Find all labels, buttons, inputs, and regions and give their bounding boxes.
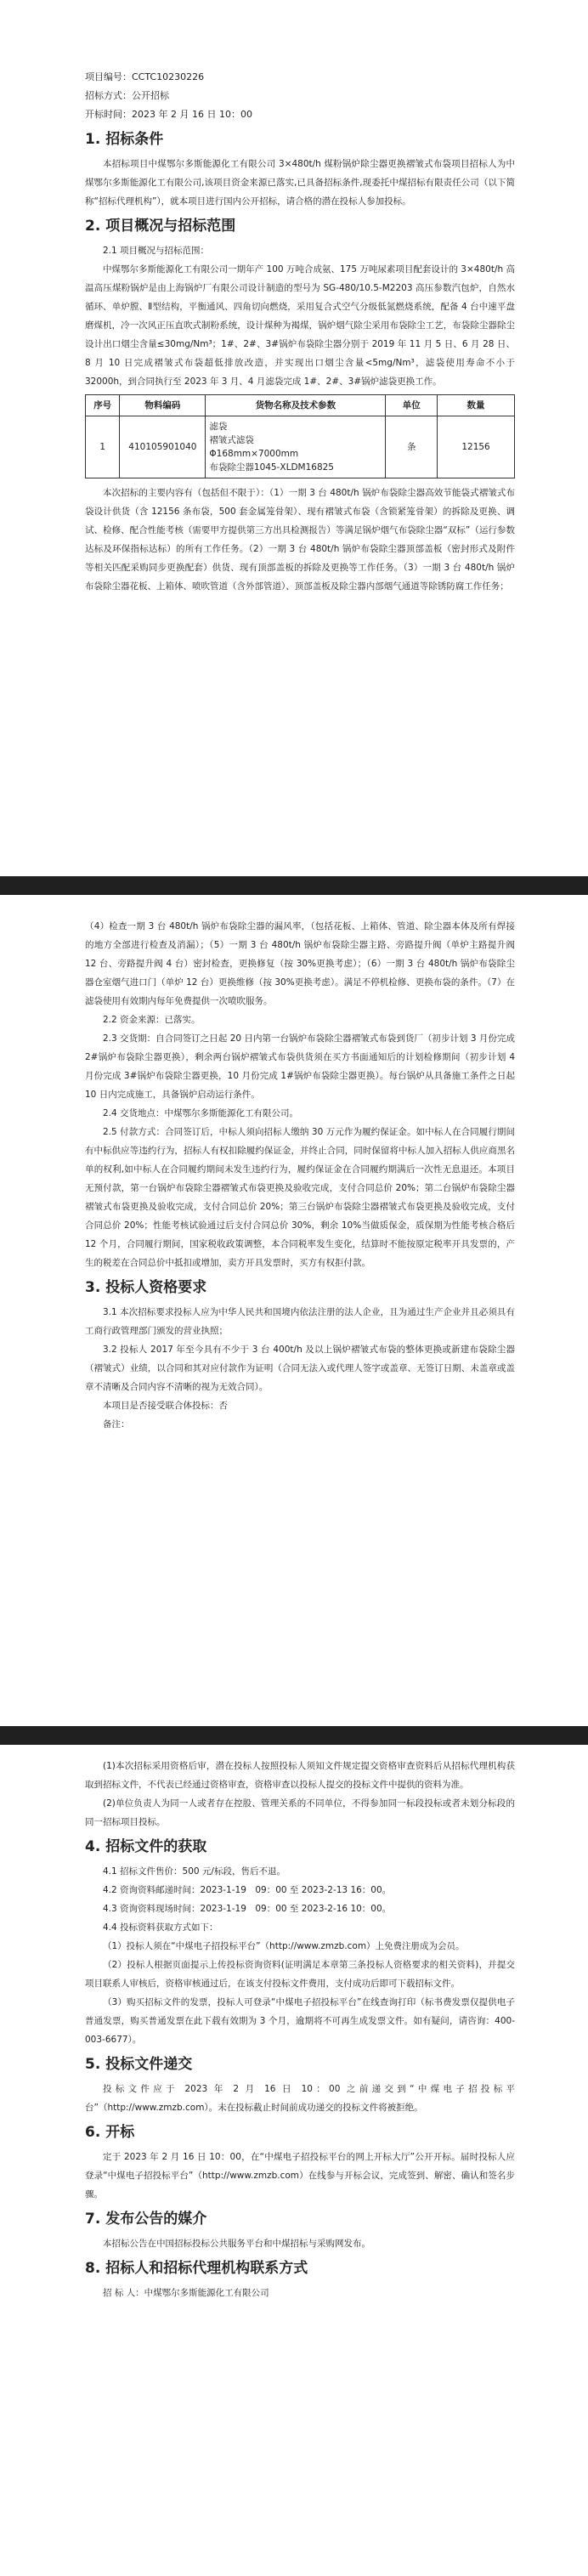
section-2-scope-text: 本次招标的主要内容有（包括但不限于）：（1）一期 3 台 480t/h 锅炉布袋除尘器高效节能袋式褶皱式布袋设计供货（含 12156 条布袋，500 套金属笼骨架）、现有褶皱式布袋（含锁紧笼骨架）的拆除及更换、调试、检修、配合性能考核（需要甲方提供第三方出具检测报告）等满足锅炉烟气布袋除尘器“双标”（运行参数达标及环保指标达标）的所有工作任务。（2）一期 3 台 480t/h 锅炉布袋除尘器顶部盖板（密封形式及附件等相关匹配采购同步更换配套）供货、现有顶部盖板的拆除及更换等工作任务。（3）一期 3 台 480t/h 锅炉布袋除尘器花板、上箱体、喷吹管道（含外部管道）、顶部盖板及除尘器内部烟气通道等除锈防腐工作任务；	[85, 488, 515, 592]
section-8-title: 8. 招标人和招标代理机构联系方式	[85, 2260, 308, 2277]
section-4-3-text: 4.3 资询资料现场时间：2023-1-19 09：00 至 2023-2-16 10：00。	[103, 1904, 392, 1914]
table-header: 序号	[86, 395, 120, 416]
section-4-step-3: （3）购买招标文件的发票，投标人可登录“中煤电子招投标平台”在线查询打印（标书费发票仅提供电子普通发票，购买普通发票在此下载有效期为 3 个月，逾期将不可再生成发票文件。如有疑问，请咨询：400-003-6677）。	[85, 1997, 515, 2045]
open-time: 开标时间：2023 年 2 月 16 日 10：00	[85, 109, 252, 120]
section-2-5-payment: 2.5 付款方式：合同签订后，中标人须向招标人缴纳 30 万元作为履约保证金。如中标人在合同履行期间有中标供应等违约行为，招标人有权扣除履约保证金，并终止合同，同时保留将中标人加入招标人供应商黑名单的权利,如中标人在合同履约期间未发生违约行为，履约保证金在合同履约期满后一次性无息退还。本项目无预付款，第一台锅炉布袋除尘器褶皱式布袋更换及验收完成，支付合同总价 20%；第二台锅炉布袋除尘器褶皱式布袋更换及验收完成，支付合同总价 20%；第三台锅炉布袋除尘器褶皱式布袋更换及验收完成，支付合同总价 20%；性能考核试验通过后支付合同总价 30%，剩余 10%当做质保金，质保期为性能考核合格后 12 个月，合同履行期间，国家税收政策调整，本合同税率发生变化，结算时不能按原定税率开具发票的，产生的税差在合同总价中抵扣或增加，卖方开具发票时，买方有权拒付款。	[85, 1127, 515, 1268]
section-6-text: 定于 2023 年 2 月 16 日 10：00，在“中煤电子招投标平台的网上开标大厅”公开开标。届时投标人应登录“中煤电子招投标平台”（http://www.zmzb.com）在线参与开标会议，完成签到、解密、确认和签名步骤。	[85, 2152, 515, 2200]
section-2-title: 2. 项目概况与招标范围	[85, 218, 236, 235]
page-2	[0, 895, 588, 1745]
table-cell: 滤袋 褶皱式滤袋 Φ168mm×7000mm 布袋除尘器1045-XLDM16825	[206, 416, 386, 478]
section-5-title: 5. 投标文件递交	[85, 2056, 193, 2073]
table-row	[86, 416, 515, 478]
goods-table	[85, 394, 515, 478]
section-2-1-heading: 2.1 项目概况与招标范围：	[103, 246, 210, 256]
section-1-text: 本招标项目中煤鄂尔多斯能源化工有限公司 3×480t/h 煤粉锅炉除尘器更换褶皱式布袋项目招标人为中煤鄂尔多斯能源化工有限公司,该项目资金来源已落实,已具备招标条件,现委托中煤招标有限责任公司（以下简称“招标代理机构”），就本项目进行国内公开招标，请合格的潜在投标人参加投标。	[85, 159, 515, 207]
section-4-1-text: 4.1 招标文件售价：500 元/标段，售后不退。	[103, 1866, 286, 1877]
section-4-step-2: （2）投标人根据页面提示上传投标资询资料(证明满足本章第三条投标人资格要求的相关资料)，并提交项目联系人审核后，资格审核通过后，在该支付投标文件费用，支付成功后即可下载招标文件。	[85, 1960, 515, 1989]
page-separator	[0, 876, 588, 895]
table-cell: 条	[386, 416, 438, 478]
table-header: 货物名称及技术参数	[206, 395, 386, 416]
section-2-1-text: 中煤鄂尔多斯能源化工有限公司一期年产 100 万吨合成氨、175 万吨尿素项目配套设计的 3×480t/h 高温高压煤粉锅炉是由上海锅炉厂有限公司设计制造的型号为 SG-480/10.5-M2203 高压参数汽包炉，自然水循环、单炉膛、Ⅱ型结构，平衡通风、四角切向燃烧，采用复合式空气分级低氮燃烧系统，配备 4 台中速平盘磨煤机，冷一次风正压直吹式制粉系统，设计煤种为褐煤，锅炉烟气除尘采用布袋除尘工艺，布袋除尘器除尘设计出口烟尘含量≤30mg/Nm³；1#、2#、3#锅炉布袋除尘器分别于 2019 年 11 月 5 日、6 月 28 日、8 月 10 日完成褶皱式布袋超低排放改造，并实现出口烟尘含量<5mg/Nm³，滤袋使用寿命不小于 32000h，到合同执行至 2023 年 3 月、4 月滤袋完成 1#、2#、3#锅炉滤袋更换工作。	[85, 264, 515, 387]
page-1	[0, 0, 588, 884]
section-6-title: 6. 开标	[85, 2124, 135, 2141]
section-5-text: 投标文件应于 2023 年 2 月 16 日 10：00 之前递交到“中煤电子招投标平台”（http://www.zmzb.com）。未在投标截止时间前成功递交的投标文件将被拒绝。	[85, 2084, 515, 2113]
note-label: 备注：	[103, 1419, 130, 1430]
section-4-title: 4. 招标文件的获取	[85, 1838, 207, 1855]
section-2-4-location: 2.4 交货地点：中煤鄂尔多斯能源化工有限公司。	[103, 1108, 299, 1118]
section-4-4-text: 4.4 投标资料获取方式如下：	[103, 1922, 218, 1933]
consortium-text: 本项目是否接受联合体投标：否	[103, 1401, 228, 1411]
section-7-text: 本招标公告在中国招标投标公共服务平台和中煤招标与采购网发布。	[103, 2239, 370, 2249]
section-3-2-text: 3.2 投标人 2017 年至今具有不少于 3 台 400t/h 及以上锅炉褶皱式布袋的整体更换或新建布袋除尘器（褶皱式）业绩，以合同和其对应付款作为证明（合同无法入或代理人签字或盖章、无签订日期、未盖章或盖章不清晰及合同内容不清晰的视为无效合同）。	[85, 1345, 515, 1392]
project-number: 项目编号：CCTC10230226	[85, 71, 205, 82]
page-3	[0, 1745, 588, 2576]
section-4-step-1: （1）投标人须在“中煤电子招投标平台”（http://www.zmzb.com）上免费注册成为会员。	[103, 1941, 465, 1951]
section-2-3-delivery: 2.3 交货期：自合同签订之日起 20 日内第一台锅炉布袋除尘器褶皱式布袋到货厂（初步计划 3 月份完成 2#锅炉布袋除尘器更换），剩余两台锅炉褶皱式布袋供货须在买方书面通知后的计划检修期间（初步计划 4 月份完成 3#锅炉布袋除尘器更换，10 月份完成 1#锅炉布袋除尘器更换）。每台锅炉从具备施工条件之日起 10 日内完成施工，具备锅炉启动运行条件。	[85, 1033, 515, 1100]
note-2-text: (2)单位负责人为同一人或者存在控股、管理关系的不同单位，不得参加同一标段投标或者未划分标段的同一招标项目投标。	[85, 1798, 515, 1827]
table-header-row	[86, 395, 515, 416]
table-header: 数量	[438, 395, 515, 416]
table-cell: 410105901040	[120, 416, 206, 478]
page-separator	[0, 1726, 588, 1745]
table-cell: 12156	[438, 416, 515, 478]
section-4-2-text: 4.2 资询资料邮递时间：2023-1-19 09：00 至 2023-2-13 16：00。	[103, 1885, 392, 1895]
tender-method: 招标方式：公开招标	[85, 90, 169, 101]
section-2-2-quality: 2.2 资金来源：已落实。	[103, 1015, 201, 1025]
section-1-title: 1. 招标条件	[85, 131, 164, 148]
table-header: 单位	[386, 395, 438, 416]
section-2-scope-cont: （4）检查一期 3 台 480t/h 锅炉布袋除尘器的漏风率，（包括花板、上箱体、管道、除尘器本体及所有焊接的地方全部进行检查及消漏）；（5）一期 3 台 480t/h 锅炉布袋除尘器主路、旁路提升阀（单炉主路提升阀 12 台、旁路提升阀 4 台）密封检查，更换修复（按 30%更换考虑）；（6）一期 3 台 480t/h 锅炉布袋除尘器仓室烟气进口门（单炉 12 台）更换维修（按 30%更换考虑）。满足不停机检修、更换布袋的条件。（7）在滤袋使用有效期内每年免费提供一次喷吹服务。	[85, 921, 515, 1006]
table-cell: 1	[86, 416, 120, 478]
section-3-title: 3. 投标人资格要求	[85, 1279, 207, 1296]
table-header: 物料编码	[120, 395, 206, 416]
section-7-title: 7. 发布公告的媒介	[85, 2211, 207, 2228]
tenderer-line: 招 标 人：中煤鄂尔多斯能源化工有限公司	[103, 2288, 269, 2298]
note-1-text: (1)本次招标采用资格后审，潜在投标人按照投标人须知文件规定提交资格审查资料后从招标代理机构获取到招标文件，不代表已经通过资格审查，资格审查以投标人提交的投标文件中提供的资料为准。	[85, 1761, 515, 1790]
section-3-1-text: 3.1 本次招标要求投标人应为中华人民共和国境内依法注册的法人企业，且为通过生产企业并且必须具有工商行政管理部门颁发的营业执照；	[85, 1307, 515, 1336]
